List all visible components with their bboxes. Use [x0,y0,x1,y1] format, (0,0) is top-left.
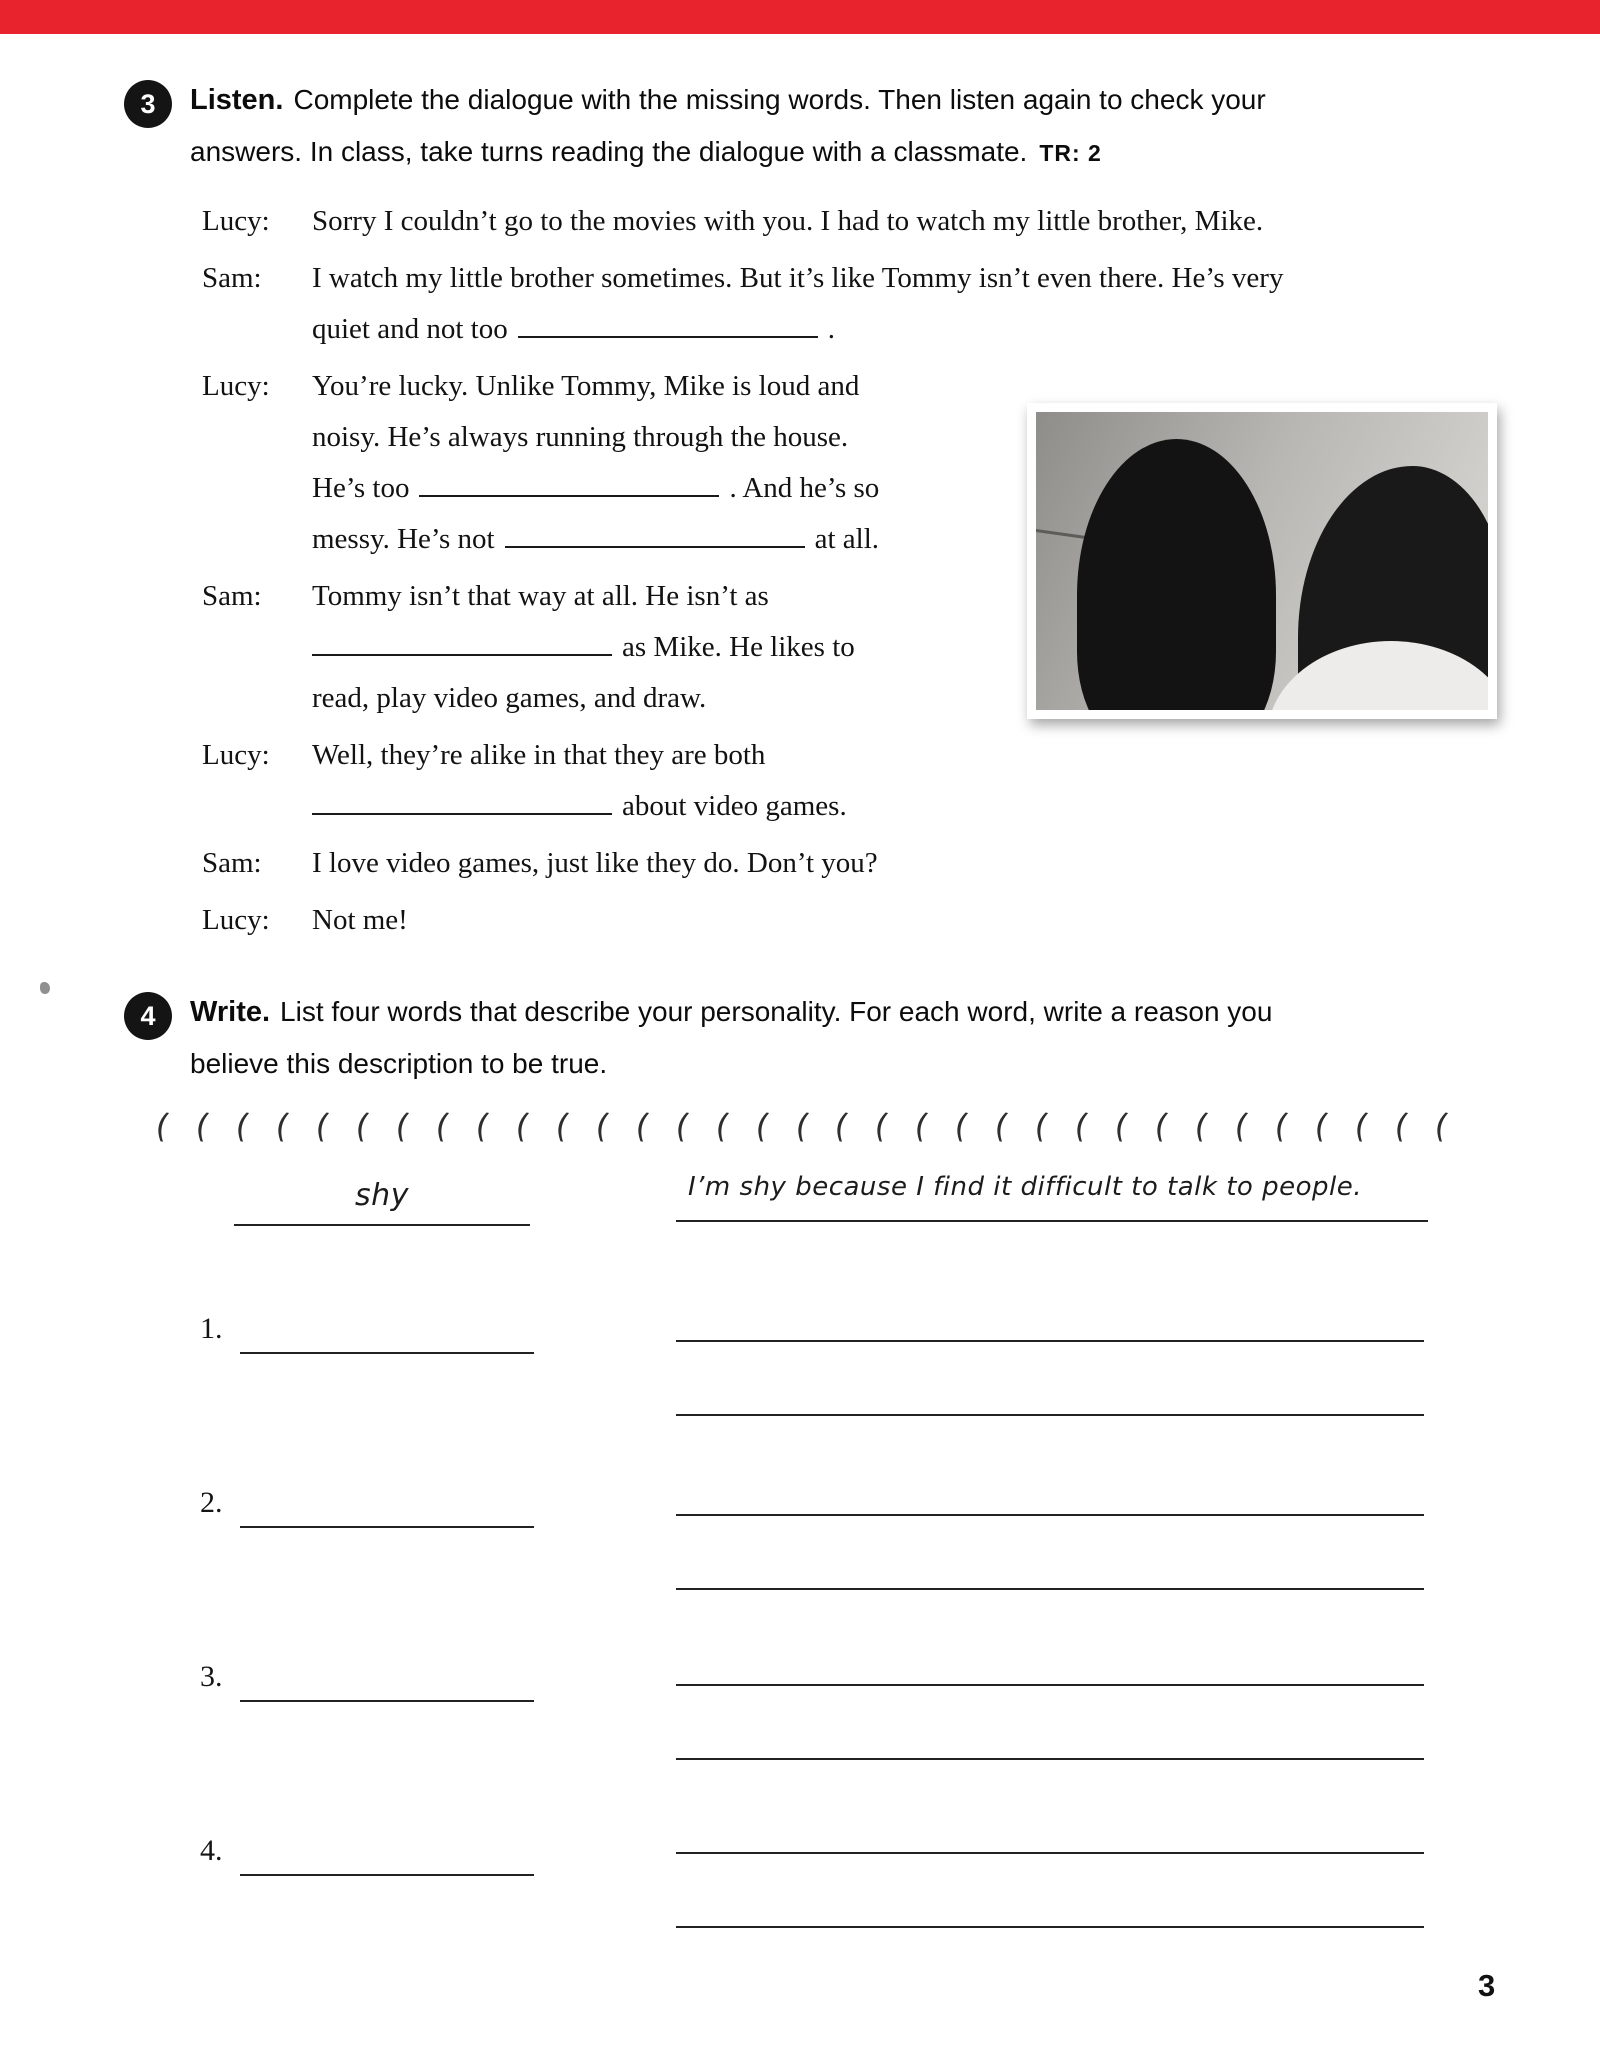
answer-blank[interactable] [312,636,612,656]
photo-image [1036,412,1488,710]
dialogue-text: . [827,313,835,345]
dialogue-turn [202,838,1472,889]
binding-curl-icon: ( [751,1105,773,1146]
activity-4-instructions-line-2 [190,1038,1272,1089]
activity-4-instructions-line-1 [190,986,1272,1038]
dialogue-text: He’s too [312,472,410,504]
binding-curl-icon: ( [711,1105,733,1146]
write-line-reason-4b[interactable] [676,1926,1424,1928]
dialogue-line [312,463,879,514]
binding-curl-icon: ( [1031,1105,1053,1146]
speaker-name: Sam: [202,262,262,294]
notebook-binding-curls [152,1105,1452,1146]
write-line-word-1[interactable] [240,1352,534,1354]
activity-4-instructions-text-2: believe this description to be true. [190,1048,608,1079]
dialogue-line [312,571,855,622]
binding-curl-icon: ( [1191,1105,1213,1146]
dialogue-line [312,781,847,832]
dialogue-text: as Mike. He likes to [622,631,855,663]
example-word-line[interactable] [234,1224,530,1226]
dialogue-text: Not me! [312,904,408,936]
binding-curl-icon: ( [1271,1105,1293,1146]
activity-4-heading [190,986,1272,1089]
binding-curl-icon: ( [312,1105,333,1146]
binding-curl-icon: ( [551,1105,573,1146]
binding-curl-icon: ( [431,1105,453,1146]
write-line-reason-1a[interactable] [676,1340,1424,1342]
binding-curl-icon: ( [1311,1105,1332,1146]
write-line-word-4[interactable] [240,1874,534,1876]
dialogue-text: Well, they’re alike in that they are both [312,739,766,771]
dialogue-line [312,895,408,946]
binding-curl-icon: ( [591,1105,613,1146]
dialogue-text: I love video games, just like they do. Don’t you? [312,847,878,879]
dialogue-text: Sorry I couldn’t go to the movies with you. I had to watch my little brother, Mike. [312,205,1264,237]
write-line-word-2[interactable] [240,1526,534,1528]
answer-blank[interactable] [312,795,612,815]
activity-3-instructions-line-2 [190,126,1266,179]
binding-curl-icon: ( [1431,1105,1452,1146]
dialogue-line [312,622,855,673]
write-line-word-3[interactable] [240,1700,534,1702]
dialogue-line [312,304,1283,355]
speaker-name: Sam: [202,580,262,612]
dialogue-text: Tommy isn’t that way at all. He isn’t as [312,580,769,612]
binding-curl-icon: ( [1071,1105,1093,1146]
binding-curl-icon: ( [352,1105,373,1146]
dialogue-line [312,673,855,724]
binding-curl-icon: ( [1391,1105,1412,1146]
dialogue-text: messy. He’s not [312,523,495,555]
binding-curl-icon: ( [1111,1105,1133,1146]
activity-3-instructions-text-2: answers. In class, take turns reading the dialogue with a classmate. [190,136,1028,167]
binding-curl-icon: ( [951,1105,973,1146]
photo-silhouette-left [1077,439,1276,710]
example-word: shy [355,1178,409,1213]
answer-blank[interactable] [419,477,719,497]
activity-4-number-badge: 4 [124,992,172,1040]
dialogue-text: You’re lucky. Unlike Tommy, Mike is loud and [312,370,860,402]
answer-blank[interactable] [518,318,818,338]
dialogue-text: noisy. He’s always running through the house. [312,421,849,453]
activity-3-instructions-text-1: Complete the dialogue with the missing words. Then listen again to check your [293,84,1266,115]
speaker-name: Sam: [202,847,262,879]
activity-4-instructions-text-1: List four words that describe your personality. For each word, write a reason you [280,996,1273,1027]
dialogue-line [312,361,879,412]
dialogue-turn [202,730,1472,832]
example-sentence-line[interactable] [676,1220,1428,1222]
binding-curl-icon: ( [671,1105,693,1146]
audio-track-label: TR: 2 [1039,140,1102,166]
write-line-reason-4a[interactable] [676,1852,1424,1854]
binding-curl-icon: ( [152,1105,173,1146]
dialogue-line [312,730,847,781]
binding-curl-icon: ( [1151,1105,1173,1146]
dialogue-text: . And he’s so [729,472,880,504]
activity-3-heading [190,74,1266,179]
binding-curl-icon: ( [991,1105,1013,1146]
speaker-name: Lucy: [202,904,270,936]
dialogue-text: read, play video games, and draw. [312,682,707,714]
binding-curl-icon: ( [831,1105,853,1146]
binding-curl-icon: ( [232,1105,253,1146]
write-row-number-2: 2. [200,1486,223,1519]
dialogue-line [312,253,1283,304]
example-sentence: I’m shy because I find it difficult to talk to people. [688,1172,1362,1202]
dialogue-line [312,412,879,463]
dialogue-line [312,514,879,565]
binding-curl-icon: ( [392,1105,413,1146]
write-row-number-1: 1. [200,1312,223,1345]
write-line-reason-2b[interactable] [676,1588,1424,1590]
write-line-reason-1b[interactable] [676,1414,1424,1416]
binding-curl-icon: ( [1231,1105,1253,1146]
dialogue-line [312,838,878,889]
activity-3-instructions-line-1 [190,74,1266,126]
binding-curl-icon: ( [272,1105,293,1146]
dialogue-line [312,196,1263,247]
dialogue-text: about video games. [622,790,847,822]
binding-curl-icon: ( [791,1105,813,1146]
dialogue-photo [1027,403,1497,719]
activity-3-number-badge: 3 [124,80,172,128]
page-number: 3 [1478,1968,1496,2003]
page-top-accent-bar [0,0,1600,34]
binding-curl-icon: ( [471,1105,493,1146]
activity-3-title: Listen. [190,84,284,116]
write-line-reason-3a[interactable] [676,1684,1424,1686]
dialogue-turn [202,253,1472,355]
answer-blank[interactable] [505,528,805,548]
write-row-number-3: 3. [200,1660,223,1693]
binding-curl-icon: ( [1351,1105,1372,1146]
binding-curl-icon: ( [911,1105,933,1146]
speaker-name: Lucy: [202,205,270,237]
dialogue-text: I watch my little brother sometimes. But it’s like Tommy isn’t even there. He’s very [312,262,1284,294]
binding-curl-icon: ( [511,1105,533,1146]
dialogue-text: quiet and not too [312,313,508,345]
write-line-reason-3b[interactable] [676,1758,1424,1760]
dialogue-turn [202,895,1472,946]
speaker-name: Lucy: [202,739,270,771]
binding-curl-icon: ( [871,1105,893,1146]
speaker-name: Lucy: [202,370,270,402]
scan-artifact [40,982,50,994]
binding-curl-icon: ( [631,1105,653,1146]
binding-curl-icon: ( [192,1105,213,1146]
activity-4-title: Write. [190,996,271,1028]
dialogue-turn [202,196,1472,247]
write-row-number-4: 4. [200,1834,223,1867]
dialogue-text: at all. [814,523,880,555]
write-line-reason-2a[interactable] [676,1514,1424,1516]
